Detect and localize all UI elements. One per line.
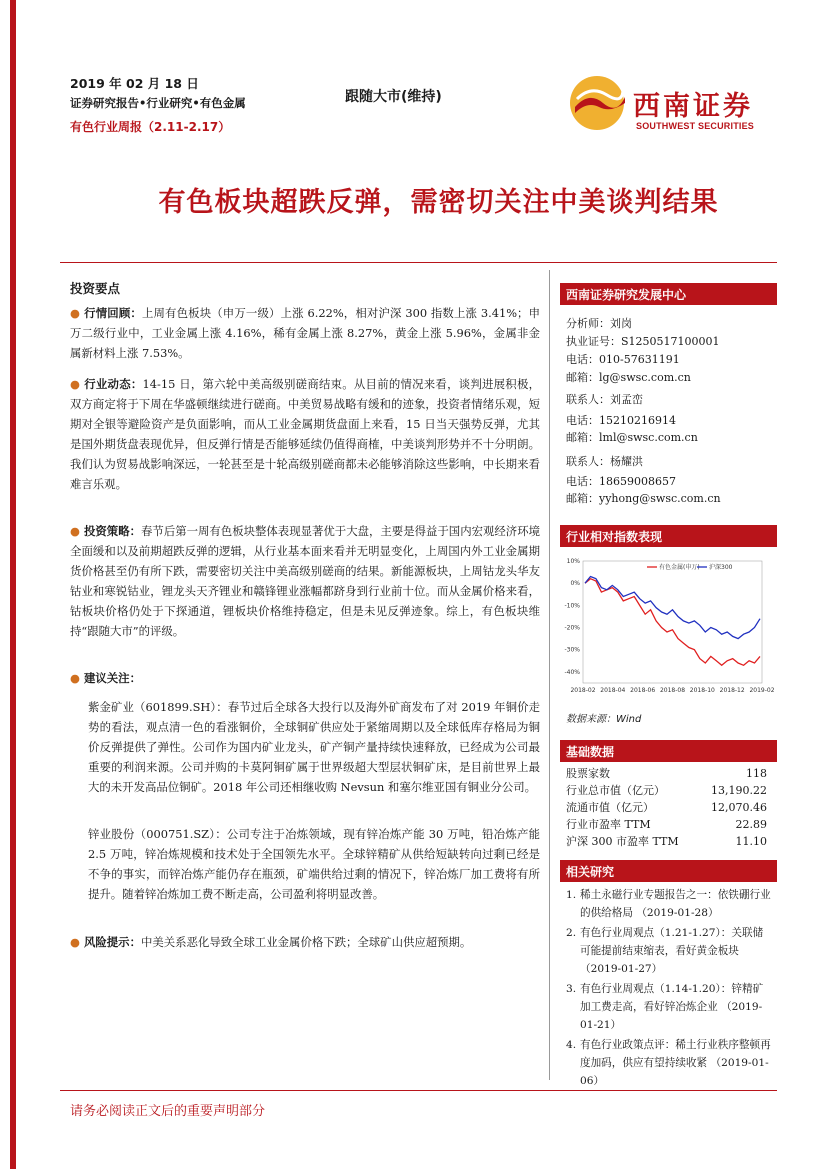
chart-header: 行业相对指数表现 — [560, 525, 777, 547]
list-item[interactable]: 4. 有色行业政策点评：稀土行业秩序整顿再度加码，供应有望持续收紧 （2019-01-06） — [566, 1039, 771, 1087]
chart-legend — [647, 563, 733, 571]
bullet-icon: ● — [70, 377, 80, 391]
y-tick-label: -10% — [564, 602, 580, 610]
y-tick-label: -40% — [564, 668, 580, 676]
bullet-icon: ● — [70, 935, 80, 949]
table-row: 行业市盈率 TTM 22.89 — [566, 818, 767, 831]
x-tick-label: 2018-04 — [600, 687, 626, 694]
y-tick-label: 10% — [566, 558, 580, 565]
x-tick-label: 2018-12 — [719, 687, 745, 694]
recommendations-title — [70, 668, 540, 688]
table-row: 沪深 300 市盈率 TTM 11.10 — [566, 835, 767, 848]
rating: 跟随大市(维持) — [345, 89, 442, 105]
headline: 有色板块超跌反弹，需密切关注中美谈判结果 — [158, 187, 719, 218]
chart-series — [585, 577, 760, 666]
index-chart — [557, 551, 775, 699]
left-accent-bar — [10, 0, 16, 1169]
divider — [60, 262, 777, 263]
email-link[interactable]: 邮箱：lg@swsc.com.cn — [566, 371, 691, 384]
bullet-icon: ● — [70, 306, 80, 320]
section-label: 行情回顾： — [84, 306, 142, 320]
license: 执业证号：S1250517100001 — [566, 335, 720, 348]
industry-news — [70, 374, 540, 494]
logo-icon — [567, 73, 627, 133]
legend-label: 沪深300 — [709, 564, 733, 571]
analyst: 分析师：刘岗 — [566, 317, 632, 330]
section-label: 投资策略： — [84, 524, 142, 538]
plot-frame — [583, 561, 762, 683]
y-tick-label: -30% — [564, 646, 580, 654]
phone: 电话：15210216914 — [566, 414, 676, 427]
section-label: 建议关注： — [84, 671, 141, 685]
section-text: 春节后第一周有色板块整体表现显著优于大盘，主要是得益于国内宏观经济环境全面缓和以及前期超跌反弹的逻辑，从行业基本面来看并无明显变化，上周国内外工业金属期货价格甚至仍有所下跌，需要密切关注中美高级别磋商的结果。新能源板块，上周钴龙头华友钴业和寒锐钴业，锂龙头天齐锂业和赣锋锂业涨幅都跻身到行业前十位。而从金属价格来看，钴板块价格仍处于下探通道，锂板块价格维持稳定，但是未见反弹迹象。综上，有色板块维持“跟随大市”的评级。 — [70, 524, 540, 638]
x-tick-label: 2018-06 — [630, 687, 656, 694]
research-center-header: 西南证券研究发展中心 — [560, 283, 777, 305]
bullet-icon: ● — [70, 671, 80, 685]
weekly-title: 有色行业周报（2.11-2.17） — [70, 120, 231, 134]
report-type: 证券研究报告•行业研究•有色金属 — [70, 96, 246, 110]
footer-note: 请务必阅读正文后的重要声明部分 — [70, 1104, 266, 1119]
report-date: 2019 年 02 月 18 日 — [70, 76, 199, 91]
phone: 电话：18659008657 — [566, 475, 676, 488]
basic-data-header: 基础数据 — [560, 740, 777, 762]
email-link[interactable]: 邮箱：lml@swsc.com.cn — [566, 431, 698, 444]
email-link[interactable]: 邮箱：yyhong@swsc.com.cn — [566, 492, 721, 505]
bullet-icon: ● — [70, 524, 80, 538]
market-review — [70, 303, 540, 363]
y-tick-label: -20% — [564, 624, 580, 632]
chart-grid — [583, 561, 762, 683]
basic-data-table — [566, 765, 767, 850]
investment-strategy — [70, 521, 540, 641]
x-tick-label: 2018-08 — [659, 687, 686, 694]
table-row: 行业总市值（亿元） 13,190.22 — [566, 784, 767, 797]
list-item[interactable]: 1. 稀土永磁行业专题报告之一：依铁硼行业的供给格局 （2019-01-28） — [566, 889, 771, 919]
chart-source: 数据来源：Wind — [566, 714, 642, 725]
logo-text-en: SOUTHWEST SECURITIES — [636, 121, 755, 131]
logo-text-cn: 西南证券 — [633, 91, 753, 122]
series-line — [585, 579, 760, 666]
section-text: 中美关系恶化导致全球工业金属价格下跌；全球矿山供应超预期。 — [140, 935, 472, 949]
column-divider — [549, 270, 550, 1080]
related-research-list — [566, 886, 771, 1092]
recommendation-zinc: 锌业股份（000751.SZ）：公司专注于冶炼领域，现有锌冶炼产能 30 万吨，铅冶炼产能 2.5 万吨，锌冶炼规模和技术处于全国领先水平。全球锌精矿从供给短缺转向过剩已经是不争的事实，而锌冶炼产能仍存在瓶颈，矿端供给过剩的情况下，锌冶炼厂加工费将有所提升。随着锌冶炼加工费不断走高，公司盈利将明显改善。 — [88, 827, 540, 901]
y-axis-ticks — [564, 558, 580, 676]
footer-divider — [60, 1090, 777, 1091]
section-label: 行业动态： — [84, 377, 143, 391]
summary-title: 投资要点 — [70, 281, 121, 296]
list-item[interactable]: 3. 有色行业周观点（1.14-1.20）：锌精矿加工费走高，看好锌冶炼企业 （2019-01-21） — [566, 983, 764, 1031]
legend-label: 有色金属(申万) — [659, 564, 700, 571]
related-research-header: 相关研究 — [560, 860, 777, 882]
section-text: 14-15 日，第六轮中美高级别磋商结束。从目前的情况来看，谈判进展积极，双方商定将于下周在华盛顿继续进行磋商。中美贸易战略有缓和的迹象，投资者情绪乐观，短期对全银等避险资产是负面影响，而从工业金属期货盘面上来看，15 日当天强势反弹，尤其是国外期货盘表现优异，但反弹行情是否能够延续仍值得商榷，中美谈判形势并不十分明朗。我们认为贸易战影响深远，一轮甚至是十轮高级别磋商都未必能够消除这些影响，中长期来看难言乐观。 — [70, 377, 540, 491]
recommendation-zijin: 紫金矿业（601899.SH）：春节过后全球各大投行以及海外矿商发布了对 2019 年铜价走势的看法，观点清一色的看涨铜价，全球铜矿供应处于紧缩周期以及全球低库存格局为铜价反弹提供了弹性。公司作为国内矿业龙头，矿产铜产量持续快速释放，已经成为公司最重要的利润来源。公司并购的卡莫阿铜矿属于世界级超大型层状铜矿床，是目前世界上最大的未开发高品位铜矿。2018 年公司还相继收购 Nevsun 和塞尔维亚国有铜业分公司。 — [88, 700, 540, 794]
contact: 联系人：杨耀洪 — [566, 455, 643, 468]
risk-warning — [70, 932, 540, 952]
table-row: 流通市值（亿元） 12,070.46 — [566, 801, 767, 814]
list-item[interactable]: 2. 有色行业周观点（1.21-1.27）：关联储可能提前结束缩表，看好黄金板块 （2019-01-27） — [566, 927, 764, 975]
contact: 联系人：刘孟峦 — [566, 393, 643, 406]
x-tick-label: 2018-02 — [570, 687, 596, 694]
x-axis-ticks — [570, 687, 774, 694]
y-tick-label: 0% — [570, 580, 580, 588]
table-row: 股票家数 118 — [566, 767, 767, 780]
section-label: 风险提示： — [84, 935, 141, 949]
section-text: 上周有色板块（申万一级）上涨 6.22%，相对沪深 300 指数上涨 3.41%；申万二级行业中，工业金属上涨 4.16%，稀有金属上涨 8.27%，黄金上涨 5.96%，金属非金属新材料上涨 7.53%。 — [70, 306, 540, 360]
x-tick-label: 2019-02 — [749, 687, 775, 694]
x-tick-label: 2018-10 — [689, 687, 715, 694]
phone: 电话：010-57631191 — [566, 353, 680, 366]
